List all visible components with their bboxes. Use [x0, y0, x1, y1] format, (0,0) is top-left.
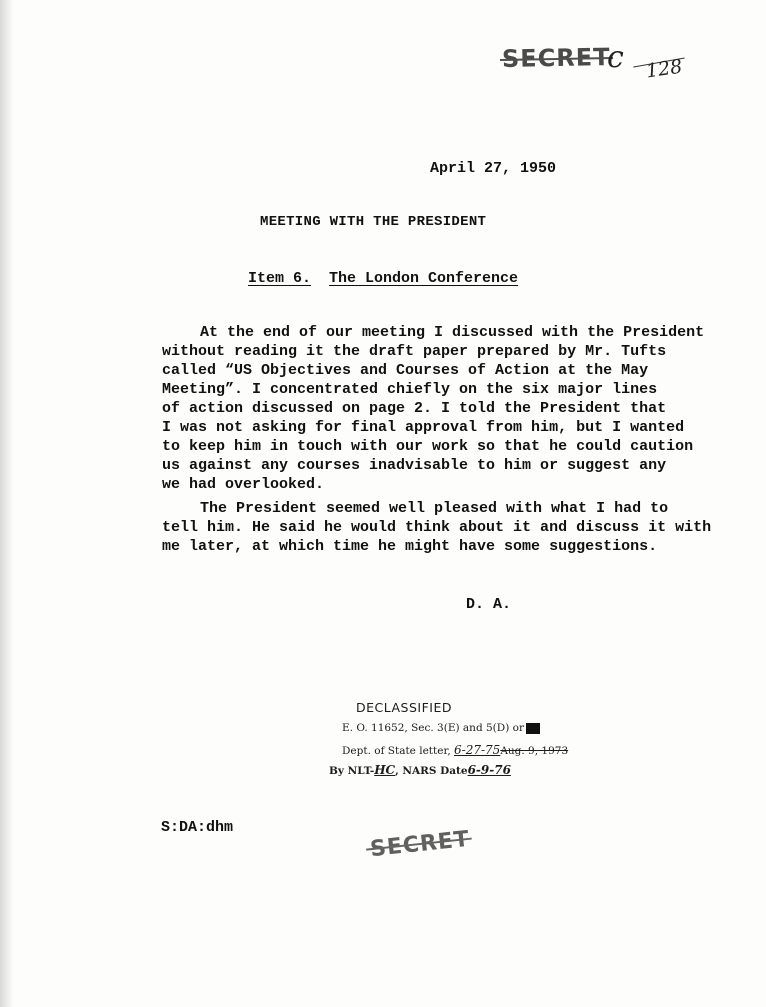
- document-heading: MEETING WITH THE PRESIDENT: [260, 214, 487, 230]
- paragraph-line: Meeting”. I concentrated chiefly on the six major lines: [162, 381, 658, 398]
- handwritten-mark: c: [607, 40, 624, 75]
- declass-letter-line: [342, 743, 568, 757]
- paragraph-line: tell him. He said he would think about it and discuss it with: [162, 519, 712, 536]
- paragraph-line: to keep him in touch with our work so that he could caution: [162, 438, 694, 455]
- paragraph-line: called “US Objectives and Courses of Action at the May: [162, 362, 649, 379]
- item-heading: [248, 270, 518, 287]
- paragraph-line: The President seemed well pleased with what I had to: [200, 500, 669, 517]
- handwritten-letter-date: 6-27-75: [454, 743, 501, 757]
- paragraph-line: without reading it the draft paper prepared by Mr. Tufts: [162, 343, 667, 360]
- author-initials: D. A.: [466, 596, 512, 613]
- handwritten-nars-date: 6-9-76: [467, 763, 511, 777]
- declass-authority-text: E. O. 11652, Sec. 3(E) and 5(D) or: [342, 722, 524, 734]
- secret-stamp-bottom: SECRET: [368, 826, 472, 863]
- paragraph-line: I was not asking for final approval from him, but I wanted: [162, 419, 685, 436]
- reference-initials: S:DA:dhm: [161, 819, 234, 836]
- declass-authority-line: [342, 722, 540, 734]
- declass-signature-line: [329, 763, 511, 777]
- page-edge-shadow: [0, 0, 14, 1007]
- handwritten-initials: HC: [374, 763, 396, 777]
- declass-by-label: By NLT-: [329, 765, 375, 777]
- struck-date: Aug. 9, 1973: [500, 745, 569, 757]
- item-title: The London Conference: [329, 270, 519, 287]
- paragraph-line: we had overlooked.: [162, 476, 325, 493]
- paragraph-line: me later, at which time he might have some suggestions.: [162, 538, 658, 555]
- declass-letter-text: Dept. of State letter,: [342, 745, 451, 757]
- paragraph-1: [162, 323, 704, 494]
- handwritten-page-number: 128: [644, 55, 684, 83]
- paragraph-line: us against any courses inadvisable to him or suggest any: [162, 457, 667, 474]
- item-number: Item 6.: [248, 270, 312, 287]
- declassified-label: DECLASSIFIED: [356, 700, 453, 715]
- paragraph-line: of action discussed on page 2. I told the President that: [162, 400, 667, 417]
- secret-stamp-top: SECRET: [501, 43, 611, 73]
- declass-nars-label: , NARS Date: [395, 765, 468, 777]
- document-date: April 27, 1950: [430, 160, 557, 177]
- redaction-mark: [526, 723, 540, 734]
- paragraph-line: At the end of our meeting I discussed with the President: [200, 324, 705, 341]
- paragraph-2: [162, 499, 711, 556]
